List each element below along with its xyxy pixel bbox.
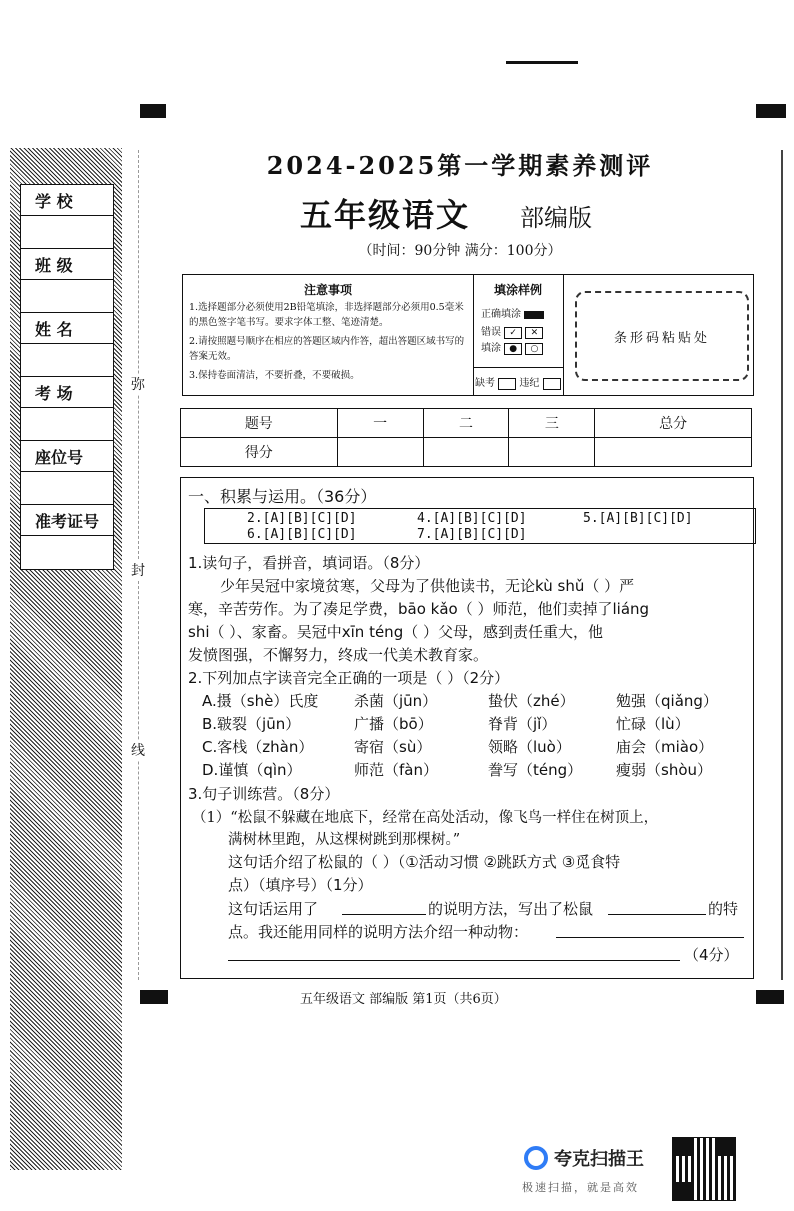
score-header: 二 [423, 409, 509, 438]
q2-word: 杀菌（jūn） [354, 692, 438, 710]
q3-method-text: 点。我还能用同样的说明方法介绍一种动物： [228, 923, 529, 941]
score-header: 三 [509, 409, 595, 438]
q1-line: 发愤图强，不懈努力，终成一代美术教育家。 [188, 646, 489, 664]
answer-sheet-box [204, 508, 756, 544]
q2-word: 忙碌（lù） [616, 715, 690, 733]
scanner-name: 夸克扫描王 [554, 1149, 644, 1170]
barcode-area: 条形码粘贴处 [575, 291, 749, 381]
check-mark-icon: ✓ [504, 327, 522, 339]
answer-blank[interactable] [342, 914, 426, 915]
q3-quote: （1）“松鼠不躲藏在地底下，经常在高处活动，像飞鸟一样住在树顶上， [192, 810, 659, 826]
score-header: 总分 [595, 409, 752, 438]
circle-icon: ○ [525, 343, 543, 355]
page-footer: 五年级语文 部编版 第1页（共6页） [300, 992, 507, 1007]
score-table [180, 408, 752, 467]
q2-title: 2.下列加点字读音完全正确的一项是（ ）（2分） [188, 669, 510, 687]
answer-option[interactable]: 6.[A][B][C][D] [247, 527, 357, 542]
top-stripe [506, 61, 578, 64]
answer-option[interactable]: 2.[A][B][C][D] [247, 511, 357, 526]
subject-title: 五年级语文 [300, 196, 471, 234]
q1-title: 1.读句子，看拼音，填词语。（8分） [188, 554, 430, 572]
answer-blank[interactable] [228, 960, 680, 961]
score-header: 一 [337, 409, 423, 438]
scanner-logo-icon [524, 1146, 548, 1170]
notice-box [182, 274, 754, 396]
q3-method-text: 这句话运用了 [228, 900, 319, 918]
correct-fill-label: 正确填涂 [481, 309, 521, 320]
score-row-label: 得分 [181, 438, 338, 467]
q3-quote: 满树林里跑，从这棵树跳到那棵树。” [228, 832, 461, 848]
qr-code-icon [672, 1137, 736, 1201]
name-label: 姓 名 [21, 313, 113, 344]
registration-mark [756, 104, 786, 118]
score-cell[interactable] [595, 438, 752, 467]
exam-id-field[interactable] [21, 536, 113, 568]
cross-mark-icon: ✕ [525, 327, 543, 339]
answer-blank[interactable] [556, 937, 744, 938]
q2-word: 脊背（jǐ） [488, 715, 557, 733]
room-field[interactable] [21, 408, 113, 441]
name-field[interactable] [21, 344, 113, 377]
q1-line: 少年吴冠中家境贫寒，父母为了供他读书，无论kù shǔ（ ）严 [220, 577, 635, 595]
registration-mark [140, 990, 168, 1004]
notice-item: 1.选择题部分必须使用2B铅笔填涂，非选择题部分必须用0.5毫米的黑色签字笔书写。要求字体工整、笔迹清楚。 [189, 302, 464, 328]
q2-option-c: C.客栈（zhàn） [202, 738, 314, 756]
seat-field[interactable] [21, 472, 113, 505]
absent-box[interactable] [498, 378, 516, 390]
q2-word: 瘦弱（shòu） [616, 761, 713, 779]
notice-title: 注意事项 [303, 283, 352, 297]
score-cell[interactable] [509, 438, 595, 467]
q2-word: 誊写（téng） [488, 761, 583, 779]
class-label: 班 级 [21, 249, 113, 280]
q3-question: 点）（填序号）（1分） [228, 876, 373, 894]
violation-label: 违纪 [519, 378, 540, 389]
violation-box[interactable] [543, 378, 561, 390]
registration-mark [140, 104, 166, 118]
q2-word: 庙会（miào） [616, 738, 714, 756]
seal-char-feng: 封 [131, 560, 145, 580]
q3-method-text: 的说明方法，写出了松鼠 [428, 900, 594, 918]
room-label: 考 场 [21, 377, 113, 408]
dot-filled-icon: ● [504, 343, 522, 355]
answer-option[interactable]: 5.[A][B][C][D] [583, 511, 693, 526]
q3-title: 3.句子训练营。（8分） [188, 785, 340, 803]
q1-line: shi（ ）、家畜。吴冠中xīn téng（ ）父母，感到责任重大，他 [188, 623, 603, 641]
score-cell[interactable] [423, 438, 509, 467]
q2-word: 勉强（qiǎng） [616, 692, 718, 710]
q3-question: 这句话介绍了松鼠的（ ）（①活动习惯 ②跳跃方式 ③觅食特 [228, 853, 621, 871]
school-label: 学 校 [21, 185, 113, 216]
fill-label: 填涂 [481, 343, 501, 354]
fill-sample-title: 填涂样例 [493, 283, 542, 297]
q2-word: 广播（bō） [354, 715, 433, 733]
q2-word: 师范（fàn） [354, 761, 438, 779]
seal-char-xian: 线 [131, 740, 145, 760]
q1-line: 寒，辛苦劳作。为了凑足学费，bāo kǎo（ ）师范，他们卖掉了liáng [188, 600, 650, 618]
student-info-box [20, 184, 114, 570]
q2-word: 寄宿（sù） [354, 738, 432, 756]
answer-option[interactable]: 7.[A][B][C][D] [417, 527, 527, 542]
q2-option-d: D.谨慎（qìn） [202, 761, 302, 779]
filled-sample [524, 311, 544, 319]
registration-mark [756, 990, 784, 1004]
seal-char-mi: 弥 [131, 374, 145, 394]
edition-label: 部编版 [520, 204, 592, 232]
score-cell[interactable] [337, 438, 423, 467]
q2-option-b: B.皲裂（jūn） [202, 715, 301, 733]
exam-title: 2024-2025第一学期素养测评 [266, 151, 654, 180]
seat-label: 座位号 [21, 441, 113, 472]
q3-method-text: 的特 [708, 900, 739, 918]
q2-option-a: A.摄（shè）氏度 [202, 692, 319, 710]
scanner-slogan: 极速扫描，就是高效 [522, 1181, 639, 1194]
wrong-label: 错误 [481, 327, 501, 338]
school-field[interactable] [21, 216, 113, 249]
q2-word: 蛰伏（zhé） [488, 692, 575, 710]
section1-title: 一、积累与运用。（36分） [188, 487, 377, 506]
exam-id-label: 准考证号 [21, 505, 113, 536]
q2-word: 领略（luò） [488, 738, 571, 756]
answer-blank[interactable] [608, 914, 706, 915]
scanner-logo [524, 1145, 644, 1171]
score-header: 题号 [181, 409, 338, 438]
notice-item: 3.保持卷面清洁，不要折叠，不要破损。 [189, 370, 360, 381]
q3-points: （4分） [684, 946, 739, 964]
time-score: （时间：90分钟 满分：100分） [358, 243, 562, 259]
class-field[interactable] [21, 280, 113, 313]
answer-option[interactable]: 4.[A][B][C][D] [417, 511, 527, 526]
right-edge-line [781, 150, 783, 980]
notice-item: 2.请按照题号顺序在相应的答题区域内作答，超出答题区域书写的答案无效。 [189, 336, 465, 362]
absent-label: 缺考 [475, 378, 495, 389]
